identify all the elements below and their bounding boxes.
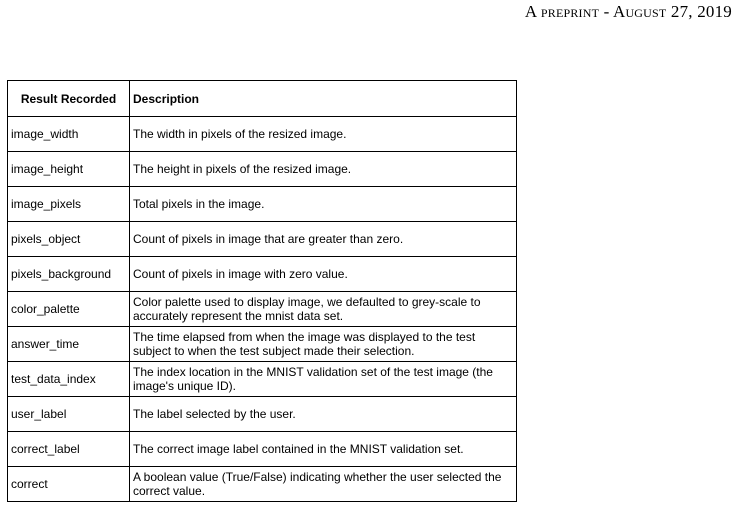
table-header-row bbox=[8, 81, 517, 117]
table-row bbox=[8, 257, 517, 292]
table-row bbox=[8, 362, 517, 397]
column-header-result: Result Recorded bbox=[8, 81, 130, 117]
running-header bbox=[525, 2, 732, 22]
running-header-text: A preprint - August 27, 2019 bbox=[524, 2, 732, 21]
result-name-cell: correct bbox=[8, 467, 130, 502]
description-cell: Count of pixels in image with zero value. bbox=[130, 257, 517, 292]
table-row bbox=[8, 397, 517, 432]
result-name-cell: pixels_background bbox=[8, 257, 130, 292]
table-row bbox=[8, 117, 517, 152]
description-cell: Color palette used to display image, we defaulted to grey-scale to accurately represent the mnist data set. bbox=[130, 292, 517, 327]
result-name-cell: image_width bbox=[8, 117, 130, 152]
result-name-cell: test_data_index bbox=[8, 362, 130, 397]
description-cell: The time elapsed from when the image was displayed to the test subject to when the test subject made their selection. bbox=[130, 327, 517, 362]
table-row bbox=[8, 432, 517, 467]
table-row bbox=[8, 327, 517, 362]
table-row bbox=[8, 222, 517, 257]
description-cell: The correct image label contained in the MNIST validation set. bbox=[130, 432, 517, 467]
description-cell: Total pixels in the image. bbox=[130, 187, 517, 222]
description-cell: The width in pixels of the resized image. bbox=[130, 117, 517, 152]
result-name-cell: color_palette bbox=[8, 292, 130, 327]
table-row bbox=[8, 292, 517, 327]
result-name-cell: image_pixels bbox=[8, 187, 130, 222]
column-header-description: Description bbox=[130, 81, 517, 117]
table-row bbox=[8, 152, 517, 187]
description-cell: The index location in the MNIST validation set of the test image (the image's unique ID). bbox=[130, 362, 517, 397]
table-row bbox=[8, 187, 517, 222]
result-name-cell: image_height bbox=[8, 152, 130, 187]
table-row bbox=[8, 467, 517, 502]
description-cell: A boolean value (True/False) indicating whether the user selected the correct value. bbox=[130, 467, 517, 502]
description-cell: Count of pixels in image that are greater than zero. bbox=[130, 222, 517, 257]
result-name-cell: user_label bbox=[8, 397, 130, 432]
results-table bbox=[7, 80, 517, 502]
result-name-cell: pixels_object bbox=[8, 222, 130, 257]
description-cell: The label selected by the user. bbox=[130, 397, 517, 432]
result-name-cell: answer_time bbox=[8, 327, 130, 362]
result-name-cell: correct_label bbox=[8, 432, 130, 467]
description-cell: The height in pixels of the resized image. bbox=[130, 152, 517, 187]
